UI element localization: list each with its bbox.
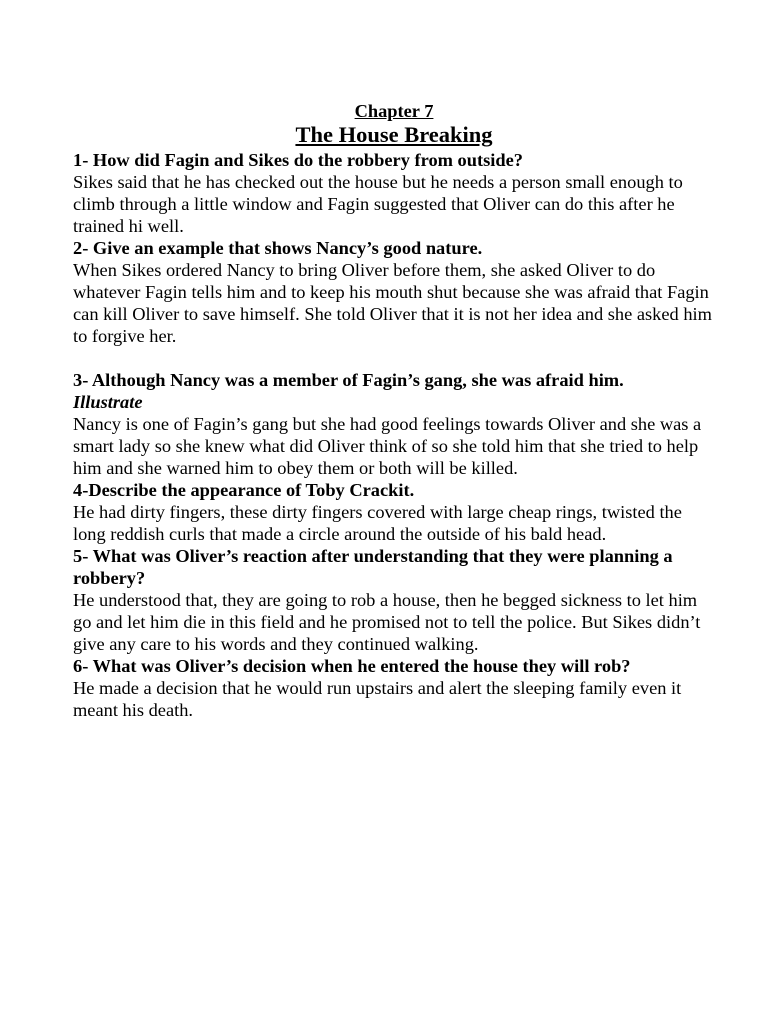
spacer bbox=[73, 347, 713, 369]
qa-item-1 bbox=[73, 149, 713, 237]
question-text: 1- How did Fagin and Sikes do the robbery from outside? bbox=[73, 150, 523, 170]
qa-item-5 bbox=[73, 545, 713, 655]
answer-text: He had dirty fingers, these dirty fingers covered with large cheap rings, twisted the long reddish curls that made a circle around the outside of his bald head. bbox=[73, 502, 682, 544]
page-title: The House Breaking bbox=[295, 122, 493, 147]
question-text: 4-Describe the appearance of Toby Crackit. bbox=[73, 480, 415, 500]
answer-text: He understood that, they are going to rob a house, then he begged sickness to let him go and let him die in this field and he promised not to tell the police. But Sikes didn’t give any care to his words and they continued walking. bbox=[73, 590, 701, 654]
chapter-heading: Chapter 7 bbox=[354, 101, 434, 121]
question-text: 3- Although Nancy was a member of Fagin’s gang, she was afraid him. bbox=[73, 370, 624, 390]
qa-item-4 bbox=[73, 479, 713, 545]
qa-item-6 bbox=[73, 655, 713, 721]
question-instruction: Illustrate bbox=[73, 392, 143, 412]
answer-text: Sikes said that he has checked out the house but he needs a person small enough to climb through a little window and Fagin suggested that Oliver can do this after he trained hi well. bbox=[73, 172, 683, 236]
answer-text: Nancy is one of Fagin’s gang but she had good feelings towards Oliver and she was a smart lady so she knew what did Oliver think of so she told him that she tried to help him and she warned him to obey them or both will be killed. bbox=[73, 414, 702, 478]
answer-text: He made a decision that he would run upstairs and alert the sleeping family even it meant his death. bbox=[73, 678, 682, 720]
qa-item-2 bbox=[73, 237, 713, 347]
document-page bbox=[73, 99, 713, 721]
answer-text: When Sikes ordered Nancy to bring Oliver before them, she asked Oliver to do whatever Fagin tells him and to keep his mouth shut because she was afraid that Fagin can kill Oliver to save himself. She told Oliver that it is not her idea and she asked him to forgive her. bbox=[73, 260, 712, 346]
qa-item-3 bbox=[73, 369, 713, 479]
question-text: 6- What was Oliver’s decision when he entered the house they will rob? bbox=[73, 656, 631, 676]
question-text: 2- Give an example that shows Nancy’s good nature. bbox=[73, 238, 483, 258]
question-text: 5- What was Oliver’s reaction after understanding that they were planning a robbery? bbox=[73, 546, 673, 588]
